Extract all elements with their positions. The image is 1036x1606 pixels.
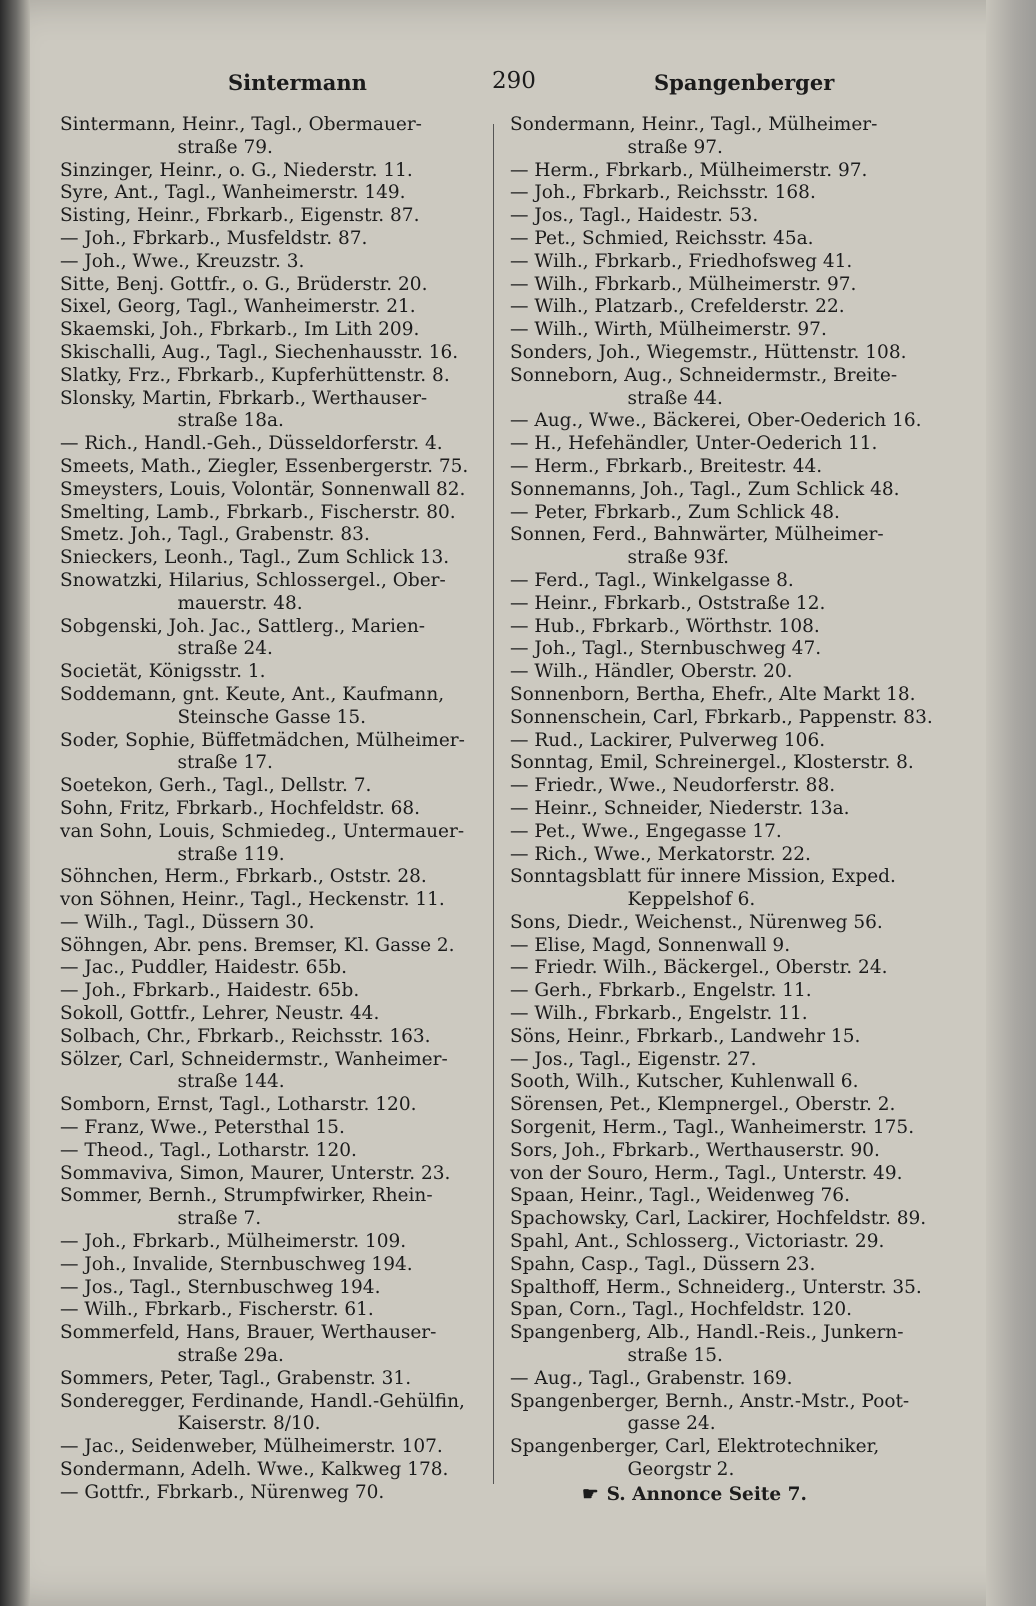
directory-entry [60, 1231, 482, 1254]
entry-text: Sölzer, Carl, Schneidermstr., Wanheimer- [60, 1048, 448, 1070]
entry-continuation: straße 17. [177, 752, 273, 774]
entry-continuation: straße 79. [177, 136, 273, 158]
entry-continuation: straße 119. [177, 843, 285, 865]
entry-text: Solbach, Chr., Fbrkarb., Reichsstr. 163. [60, 1025, 431, 1047]
entry-text: Sörensen, Pet., Klempnergel., Oberstr. 2. [510, 1094, 896, 1116]
directory-entry [510, 319, 946, 342]
entry-text: Syre, Ant., Tagl., Wanheimerstr. 149. [60, 182, 406, 204]
directory-entry [510, 844, 946, 867]
entry-text: Sohn, Fritz, Fbrkarb., Hochfeldstr. 68. [60, 797, 421, 819]
directory-entry [60, 228, 482, 251]
directory-entry [510, 775, 946, 798]
directory-entry [60, 1117, 482, 1140]
entry-text: Sobgenski, Joh. Jac., Sattlerg., Marien- [60, 615, 426, 637]
directory-entry [510, 502, 946, 525]
directory-entry [60, 296, 482, 319]
entry-text: Spahl, Ant., Schlosserg., Victoriastr. 29. [510, 1231, 885, 1253]
entry-text: Sonntagsblatt für innere Mission, Exped. [510, 866, 896, 888]
entry-text: — Rud., Lackirer, Pulverweg 106. [510, 729, 826, 751]
entry-text: Slonsky, Martin, Fbrkarb., Werthauser- [60, 387, 428, 409]
directory-entry [60, 616, 482, 662]
entry-text: Sonnenschein, Carl, Fbrkarb., Pappenstr. 83. [510, 706, 933, 728]
entry-continuation: straße 144. [177, 1071, 285, 1093]
directory-entry [510, 684, 946, 707]
entry-text: Soddemann, gnt. Keute, Ant., Kaufmann, [60, 683, 445, 705]
entry-text: Skischalli, Aug., Tagl., Siechenhausstr. 16. [60, 341, 459, 363]
entry-text: — Rich., Handl.-Geh., Düsseldorferstr. 4. [60, 433, 443, 455]
entry-text: Sokoll, Gottfr., Lehrer, Neustr. 44. [60, 1003, 380, 1025]
directory-entry [60, 1436, 482, 1459]
directory-entry [510, 752, 946, 775]
entry-text: — Joh., Invalide, Sternbuschweg 194. [60, 1253, 413, 1275]
directory-entry [60, 433, 482, 456]
directory-entry [60, 1368, 482, 1391]
directory-entry [60, 182, 482, 205]
directory-entry [60, 1254, 482, 1277]
entry-text: Sonnemanns, Joh., Tagl., Zum Schlick 48. [510, 478, 900, 500]
directory-entry [60, 1094, 482, 1117]
entry-text: — Friedr. Wilh., Bäckergel., Oberstr. 24. [510, 957, 888, 979]
directory-entry [60, 1322, 482, 1368]
entry-text: — Theod., Tagl., Lotharstr. 120. [60, 1139, 357, 1161]
entry-text: Spahn, Casp., Tagl., Düssern 23. [510, 1253, 816, 1275]
entry-text: Sisting, Heinr., Fbrkarb., Eigenstr. 87. [60, 205, 420, 227]
annonce-note [510, 1484, 946, 1507]
directory-entry [510, 1231, 946, 1254]
entry-text: Sonneborn, Aug., Schneidermstr., Breite- [510, 364, 898, 386]
directory-entry [510, 1254, 946, 1277]
entry-text: — Joh., Fbrkarb., Haidestr. 65b. [60, 980, 360, 1002]
entry-text: Sonders, Joh., Wiegemstr., Hüttenstr. 108. [510, 341, 907, 363]
directory-entry [510, 1299, 946, 1322]
left-column [60, 114, 482, 1505]
directory-entry [510, 912, 946, 935]
directory-entry [510, 274, 946, 297]
directory-entry [510, 1277, 946, 1300]
entry-text: Spangenberger, Carl, Elektrotechniker, [510, 1436, 880, 1458]
entry-text: — Joh., Tagl., Sternbuschweg 47. [510, 638, 822, 660]
directory-entry [60, 1049, 482, 1095]
directory-entry [510, 570, 946, 593]
directory-entry [510, 456, 946, 479]
entry-continuation: Steinsche Gasse 15. [177, 706, 367, 728]
entry-continuation: gasse 24. [627, 1413, 716, 1435]
entry-text: — Rich., Wwe., Merkatorstr. 22. [510, 843, 811, 865]
entry-continuation: straße 24. [177, 638, 273, 660]
entry-text: Span, Corn., Tagl., Hochfeldstr. 120. [510, 1299, 853, 1321]
entry-text: — Franz, Wwe., Petersthal 15. [60, 1117, 345, 1139]
directory-entry [510, 1368, 946, 1391]
entry-text: — Herm., Fbrkarb., Breitestr. 44. [510, 455, 823, 477]
entry-text: — Wilh., Fbrkarb., Fischerstr. 61. [60, 1299, 374, 1321]
entry-text: — Elise, Magd, Sonnenwall 9. [510, 934, 791, 956]
entry-text: van Sohn, Louis, Schmiedeg., Untermauer- [60, 820, 465, 842]
directory-entry [510, 228, 946, 251]
entry-continuation: mauerstr. 48. [177, 592, 303, 614]
column-divider [493, 124, 494, 1484]
entry-continuation: straße 97. [627, 136, 723, 158]
directory-entry [510, 730, 946, 753]
entry-text: Snowatzki, Hilarius, Schlossergel., Ober- [60, 569, 446, 591]
entry-text: Söhnchen, Herm., Fbrkarb., Oststr. 28. [60, 866, 427, 888]
directory-entry [510, 1436, 946, 1482]
directory-entry [60, 730, 482, 776]
directory-entry [60, 570, 482, 616]
directory-entry [510, 616, 946, 639]
page-header [60, 64, 960, 104]
directory-entry [60, 479, 482, 502]
entry-text: Sondermann, Adelh. Wwe., Kalkweg 178. [60, 1459, 449, 1481]
entry-text: — Joh., Fbrkarb., Musfeldstr. 87. [60, 227, 368, 249]
directory-entry [60, 456, 482, 479]
directory-entry [510, 1140, 946, 1163]
entry-continuation: straße 93f. [627, 547, 730, 569]
directory-entry [60, 798, 482, 821]
entry-text: — Heinr., Fbrkarb., Oststraße 12. [510, 592, 826, 614]
directory-entry [60, 524, 482, 547]
entry-text: — Gerh., Fbrkarb., Engelstr. 11. [510, 980, 812, 1002]
entry-text: — Pet., Wwe., Engegasse 17. [510, 820, 782, 842]
entry-text: Sinzinger, Heinr., o. G., Niederstr. 11. [60, 159, 413, 181]
directory-entry [60, 251, 482, 274]
directory-entry [60, 1003, 482, 1026]
entry-text: — Joh., Fbrkarb., Mülheimerstr. 109. [60, 1231, 407, 1253]
directory-entry [60, 935, 482, 958]
entry-text: Sonnen, Ferd., Bahnwärter, Mülheimer- [510, 524, 884, 546]
entry-text: Sons, Diedr., Weichenst., Nürenweg 56. [510, 911, 883, 933]
directory-entry [60, 1391, 482, 1437]
directory-entry [510, 593, 946, 616]
directory-entry [510, 1208, 946, 1231]
page-number: 290 [492, 68, 536, 94]
directory-entry [510, 205, 946, 228]
directory-entry [510, 1049, 946, 1072]
entry-text: Sixel, Georg, Tagl., Wanheimerstr. 21. [60, 296, 416, 318]
entry-text: Sommers, Peter, Tagl., Grabenstr. 31. [60, 1367, 412, 1389]
right-column-entries [510, 114, 946, 1482]
entry-text: Soetekon, Gerh., Tagl., Dellstr. 7. [60, 775, 372, 797]
directory-entry [60, 365, 482, 388]
directory-entry [60, 319, 482, 342]
directory-entry [510, 182, 946, 205]
directory-entry [510, 296, 946, 319]
directory-entry [510, 1322, 946, 1368]
header-right-keyword: Spangenberger [654, 70, 835, 95]
directory-entry [510, 1391, 946, 1437]
entry-text: — Jos., Tagl., Sternbuschweg 194. [60, 1276, 381, 1298]
directory-entry [60, 821, 482, 867]
entry-text: — Peter, Fbrkarb., Zum Schlick 48. [510, 501, 840, 523]
directory-entry [60, 1026, 482, 1049]
entry-text: Sommer, Bernh., Strumpfwirker, Rhein- [60, 1185, 433, 1207]
page-edge [986, 0, 1036, 1606]
entry-text: — Wilh., Fbrkarb., Mülheimerstr. 97. [510, 273, 857, 295]
directory-entry [60, 114, 482, 160]
entry-continuation: straße 18a. [177, 410, 284, 432]
entry-continuation: Georgstr 2. [627, 1459, 735, 1481]
directory-entry [60, 866, 482, 889]
directory-entry [60, 661, 482, 684]
entry-text: — Wilh., Platzarb., Crefelderstr. 22. [510, 296, 845, 318]
pointing-hand-icon: ☛ [582, 1483, 599, 1505]
entry-text: — Joh., Fbrkarb., Reichsstr. 168. [510, 182, 816, 204]
entry-text: Sonnenborn, Bertha, Ehefr., Alte Markt 18. [510, 683, 916, 705]
entry-text: Sonntag, Emil, Schreinergel., Klosterstr. 8. [510, 752, 914, 774]
entry-text: Soder, Sophie, Büffetmädchen, Mülheimer- [60, 729, 465, 751]
entry-text: Sonderegger, Ferdinande, Handl.-Gehülfin, [60, 1390, 465, 1412]
entry-continuation: Kaiserstr. 8/10. [177, 1413, 321, 1435]
entry-text: Smetz. Joh., Tagl., Grabenstr. 83. [60, 524, 370, 546]
entry-text: Sitte, Benj. Gottfr., o. G., Brüderstr. 20. [60, 273, 428, 295]
entry-text: Spalthoff, Herm., Schneiderg., Unterstr. 35. [510, 1276, 922, 1298]
entry-text: — Aug., Tagl., Grabenstr. 169. [510, 1367, 793, 1389]
directory-entry [510, 638, 946, 661]
directory-entry [510, 433, 946, 456]
directory-entry [510, 935, 946, 958]
directory-entry [510, 160, 946, 183]
directory-entry [60, 957, 482, 980]
directory-entry [60, 980, 482, 1003]
entry-continuation: straße 7. [177, 1208, 262, 1230]
entry-text: Smelting, Lamb., Fbrkarb., Fischerstr. 80. [60, 501, 456, 523]
directory-entry [60, 547, 482, 570]
entry-text: — Herm., Fbrkarb., Mülheimerstr. 97. [510, 159, 868, 181]
entry-text: Spaan, Heinr., Tagl., Weidenweg 76. [510, 1185, 850, 1207]
directory-entry [60, 388, 482, 434]
directory-entry [510, 479, 946, 502]
entry-text: — Ferd., Tagl., Winkelgasse 8. [510, 569, 794, 591]
entry-continuation: Keppelshof 6. [627, 889, 756, 911]
entry-continuation: straße 29a. [177, 1345, 284, 1367]
directory-entry [510, 1185, 946, 1208]
entry-text: Skaemski, Joh., Fbrkarb., Im Lith 209. [60, 319, 420, 341]
directory-entry [510, 1163, 946, 1186]
entry-text: Snieckers, Leonh., Tagl., Zum Schlick 13. [60, 547, 450, 569]
directory-entry [60, 1185, 482, 1231]
directory-entry [510, 524, 946, 570]
directory-entry [60, 205, 482, 228]
entry-continuation: straße 44. [627, 387, 723, 409]
directory-entry [510, 707, 946, 730]
entry-text: Söhngen, Abr. pens. Bremser, Kl. Gasse 2. [60, 934, 455, 956]
entry-text: — Jac., Seidenweber, Mülheimerstr. 107. [60, 1436, 443, 1458]
entry-text: Sintermann, Heinr., Tagl., Obermauer- [60, 114, 422, 135]
entry-text: Spangenberger, Bernh., Anstr.-Mstr., Poot- [510, 1390, 910, 1412]
entry-text: — Wilh., Fbrkarb., Friedhofsweg 41. [510, 250, 853, 272]
entry-continuation: straße 15. [627, 1345, 723, 1367]
entry-text: — H., Hefehändler, Unter-Oederich 11. [510, 433, 878, 455]
entry-text: Smeysters, Louis, Volontär, Sonnenwall 82. [60, 478, 466, 500]
entry-text: — Jos., Tagl., Eigenstr. 27. [510, 1048, 757, 1070]
entry-text: Slatky, Frz., Fbrkarb., Kupferhüttenstr. 8. [60, 364, 450, 386]
directory-entry [60, 1277, 482, 1300]
entry-text: — Hub., Fbrkarb., Wörthstr. 108. [510, 615, 820, 637]
directory-entry [510, 251, 946, 274]
directory-entry [510, 661, 946, 684]
entry-text: Spachowsky, Carl, Lackirer, Hochfeldstr. 89. [510, 1208, 927, 1230]
directory-entry [60, 1482, 482, 1505]
book-binding [0, 0, 30, 1606]
directory-entry [60, 1299, 482, 1322]
entry-text: Somborn, Ernst, Tagl., Lotharstr. 120. [60, 1094, 417, 1116]
entry-text: — Jac., Puddler, Haidestr. 65b. [60, 957, 347, 979]
entry-text: Sorgenit, Herm., Tagl., Wanheimerstr. 175. [510, 1117, 915, 1139]
directory-entry [60, 274, 482, 297]
directory-entry [510, 342, 946, 365]
directory-entry [510, 410, 946, 433]
entry-text: Söns, Heinr., Fbrkarb., Landwehr 15. [510, 1025, 861, 1047]
directory-entry [60, 684, 482, 730]
annonce-text: S. Annonce Seite 7. [606, 1483, 807, 1505]
directory-entry [510, 866, 946, 912]
directory-entry [510, 821, 946, 844]
directory-entry [60, 912, 482, 935]
entry-text: — Wilh., Tagl., Düssern 30. [60, 911, 315, 933]
directory-entry [510, 1071, 946, 1094]
entry-text: — Jos., Tagl., Haidestr. 53. [510, 205, 759, 227]
directory-entry [60, 889, 482, 912]
directory-entry [60, 160, 482, 183]
entry-text: von der Souro, Herm., Tagl., Unterstr. 49. [510, 1162, 903, 1184]
directory-entry [510, 114, 946, 160]
entry-text: — Wilh., Händler, Oberstr. 20. [510, 661, 793, 683]
entry-text: Sondermann, Heinr., Tagl., Mülheimer- [510, 114, 878, 135]
entry-text: — Heinr., Schneider, Niederstr. 13a. [510, 797, 850, 819]
directory-entry [60, 1459, 482, 1482]
directory-entry [510, 1117, 946, 1140]
entry-text: — Gottfr., Fbrkarb., Nürenweg 70. [60, 1481, 385, 1503]
entry-text: — Aug., Wwe., Bäckerei, Ober-Oederich 16. [510, 410, 922, 432]
entry-text: — Friedr., Wwe., Neudorferstr. 88. [510, 775, 836, 797]
entry-text: Sommaviva, Simon, Maurer, Unterstr. 23. [60, 1162, 451, 1184]
directory-entry [60, 775, 482, 798]
entry-text: Spangenberg, Alb., Handl.-Reis., Junkern- [510, 1322, 904, 1344]
header-left-keyword: Sintermann [228, 70, 367, 95]
right-column [510, 114, 946, 1507]
directory-entry [510, 365, 946, 411]
entry-text: Smeets, Math., Ziegler, Essenbergerstr. 75. [60, 455, 469, 477]
directory-entry [510, 798, 946, 821]
directory-entry [510, 957, 946, 980]
entry-text: — Pet., Schmied, Reichsstr. 45a. [510, 227, 814, 249]
directory-entry [510, 980, 946, 1003]
directory-entry [60, 1163, 482, 1186]
directory-entry [60, 342, 482, 365]
directory-entry [60, 1140, 482, 1163]
entry-text: — Wilh., Fbrkarb., Engelstr. 11. [510, 1003, 808, 1025]
entry-text: Sors, Joh., Fbrkarb., Werthauserstr. 90. [510, 1139, 880, 1161]
entry-text: — Joh., Wwe., Kreuzstr. 3. [60, 250, 305, 272]
directory-entry [510, 1094, 946, 1117]
entry-text: von Söhnen, Heinr., Tagl., Heckenstr. 11. [60, 889, 445, 911]
entry-text: Sooth, Wilh., Kutscher, Kuhlenwall 6. [510, 1071, 859, 1093]
directory-entry [510, 1003, 946, 1026]
entry-text: Sommerfeld, Hans, Brauer, Werthauser- [60, 1322, 437, 1344]
entry-text: — Wilh., Wirth, Mülheimerstr. 97. [510, 319, 827, 341]
directory-entry [60, 502, 482, 525]
directory-entry [510, 1026, 946, 1049]
entry-text: Societät, Königsstr. 1. [60, 661, 266, 683]
